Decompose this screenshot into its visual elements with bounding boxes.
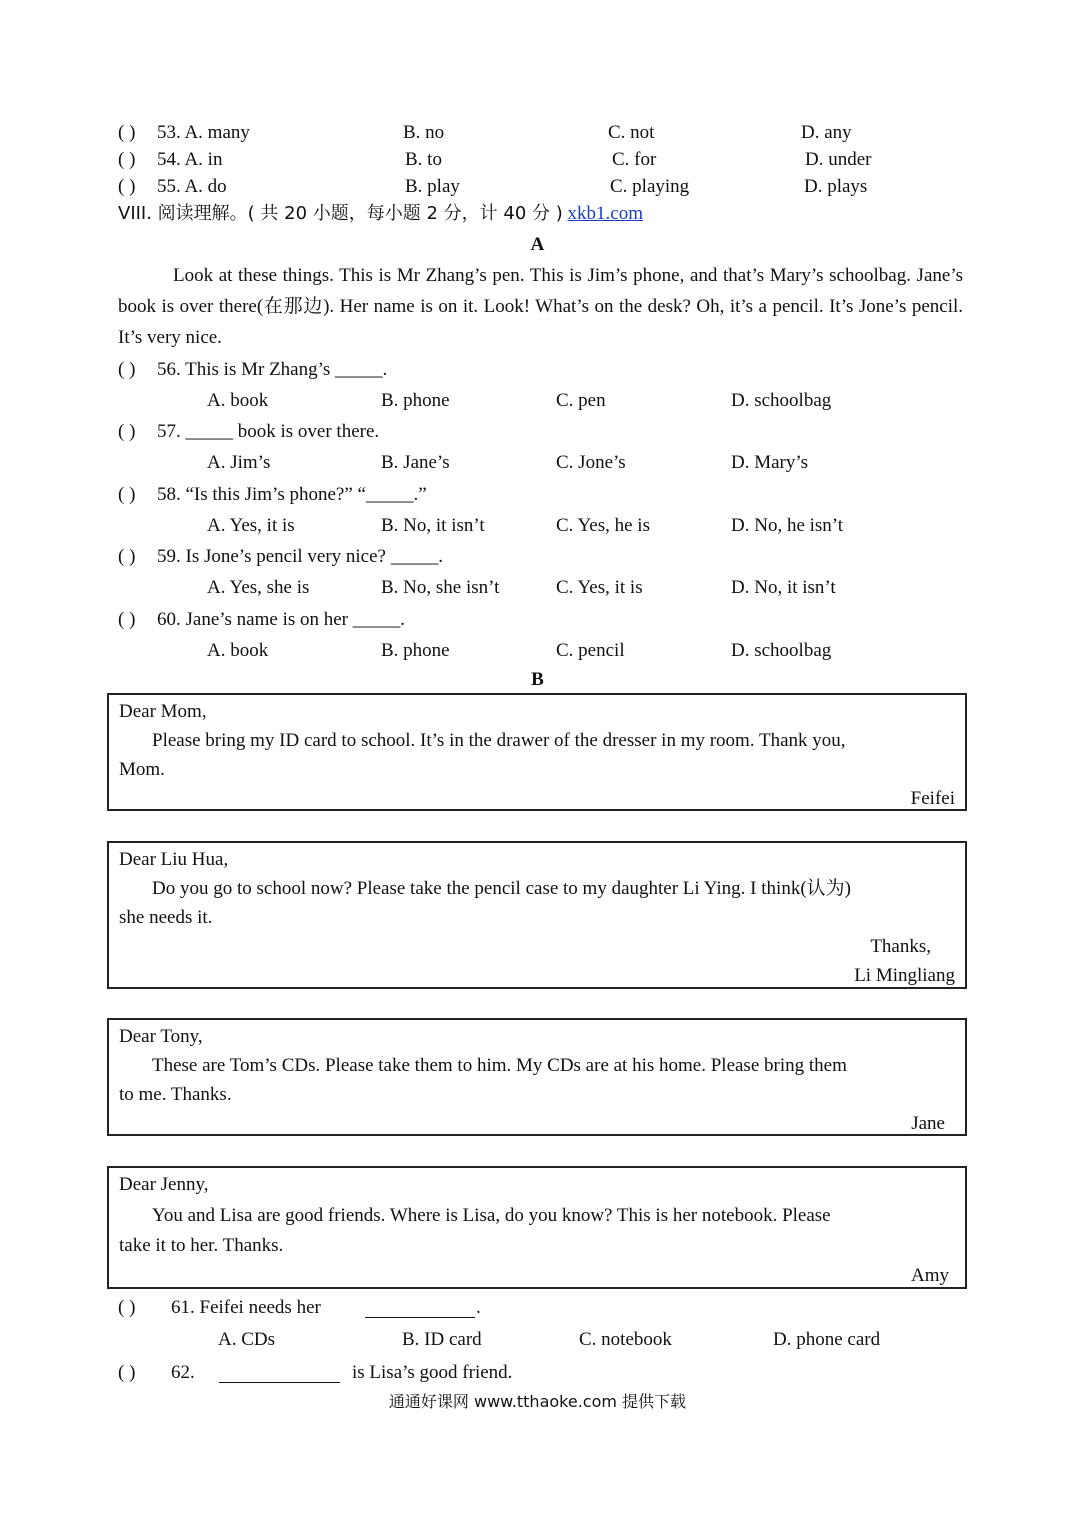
- question-stem: 57. _____ book is over there.: [157, 421, 380, 442]
- question-stem: 56. This is Mr Zhang’s _____.: [157, 359, 388, 380]
- page-footer: 通通好课网 www.tthaoke.com 提供下载: [388, 1392, 687, 1411]
- part-a-title: A: [530, 234, 545, 255]
- note-body-line: she needs it.: [119, 907, 213, 928]
- answer-paren: ( ): [118, 546, 136, 567]
- note-body-line: Mom.: [119, 759, 165, 780]
- answer-paren: ( ): [118, 609, 136, 630]
- note-greeting: Dear Liu Hua,: [119, 849, 229, 870]
- answer-paren: ( ): [118, 1297, 136, 1318]
- option-c: C. not: [608, 122, 655, 143]
- part-b-title: B: [531, 669, 544, 690]
- option-c: C. playing: [610, 176, 690, 197]
- note-signature: Li Mingliang: [854, 965, 955, 986]
- question-stem: is Lisa’s good friend.: [352, 1362, 513, 1383]
- answer-paren: ( ): [118, 122, 136, 143]
- note-body-line: You and Lisa are good friends. Where is Lisa, do you know? This is her notebook. Please: [152, 1205, 831, 1226]
- part-a-passage: Look at these things. This is Mr Zhang’s pen. This is Jim’s phone, and that’s Mary’s schoolbag. Jane’s book is over there(在那边). Her name is on it. Look! What’s on the desk? Oh, it’s a pencil. It’s Jone’s pencil. It’s very nice.: [118, 265, 963, 348]
- option-a: A. Yes, it is: [207, 515, 295, 536]
- note-signature: Feifei: [910, 788, 955, 809]
- option-d: D. plays: [804, 176, 868, 197]
- section-heading-link[interactable]: xkb1.com: [567, 203, 643, 224]
- option-b: B. phone: [381, 640, 450, 661]
- question-number: 62.: [171, 1362, 195, 1383]
- section-heading: [118, 203, 643, 225]
- option-a: A. Jim’s: [207, 452, 271, 473]
- note-box-tony: [107, 1018, 967, 1136]
- question-stem: 59. Is Jone’s pencil very nice? _____.: [157, 546, 443, 567]
- option-b: B. to: [405, 149, 442, 170]
- note-body-line: Do you go to school now? Please take the pencil case to my daughter Li Ying. I think(认为): [152, 878, 851, 899]
- option-b: B. ID card: [402, 1329, 482, 1350]
- option-a: A. Yes, she is: [207, 577, 310, 598]
- option-d: D. phone card: [773, 1329, 881, 1350]
- option-d: D. schoolbag: [731, 390, 832, 411]
- note-body-line: to me. Thanks.: [119, 1084, 232, 1105]
- section-heading-text: VIII. 阅读理解。( 共 20 小题，每小题 2 分，计 40 分 ): [118, 203, 563, 224]
- option-b: B. phone: [381, 390, 450, 411]
- answer-blank[interactable]: [365, 1299, 475, 1318]
- note-greeting: Dear Jenny,: [119, 1174, 209, 1195]
- option-c: C. pencil: [556, 640, 625, 661]
- answer-paren: ( ): [118, 1362, 136, 1383]
- question-period: .: [476, 1297, 481, 1318]
- option-c: C. notebook: [579, 1329, 672, 1350]
- option-c: C. Yes, it is: [556, 577, 643, 598]
- option-d: D. No, it isn’t: [731, 577, 836, 598]
- option-d: D. schoolbag: [731, 640, 832, 661]
- answer-paren: ( ): [118, 421, 136, 442]
- option-b: B. play: [405, 176, 460, 197]
- note-body-line: Please bring my ID card to school. It’s in the drawer of the dresser in my room. Thank you,: [152, 730, 846, 751]
- option-d: D. any: [801, 122, 852, 143]
- option-c: C. Jone’s: [556, 452, 626, 473]
- option-a: A. book: [207, 640, 269, 661]
- question-stem: 58. “Is this Jim’s phone?” “_____.”: [157, 484, 427, 505]
- note-signature: Amy: [911, 1265, 949, 1286]
- option-d: D. under: [805, 149, 872, 170]
- note-body-line: take it to her. Thanks.: [119, 1235, 284, 1256]
- option-d: D. No, he isn’t: [731, 515, 844, 536]
- note-closing: Thanks,: [870, 936, 931, 957]
- answer-paren: ( ): [118, 176, 136, 197]
- note-greeting: Dear Mom,: [119, 701, 207, 722]
- note-box-liu-hua: [107, 841, 967, 989]
- option-b: B. No, she isn’t: [381, 577, 500, 598]
- option-b: B. Jane’s: [381, 452, 450, 473]
- answer-paren: ( ): [118, 359, 136, 380]
- question-stem: 60. Jane’s name is on her _____.: [157, 609, 406, 630]
- question-stem: 54. A. in: [157, 149, 223, 170]
- note-signature: Jane: [911, 1113, 945, 1134]
- note-body-line: These are Tom’s CDs. Please take them to him. My CDs are at his home. Please bring them: [152, 1055, 847, 1076]
- answer-paren: ( ): [118, 149, 136, 170]
- option-c: C. Yes, he is: [556, 515, 650, 536]
- option-c: C. pen: [556, 390, 606, 411]
- option-d: D. Mary’s: [731, 452, 809, 473]
- option-b: B. No, it isn’t: [381, 515, 485, 536]
- note-box-jenny: [107, 1166, 967, 1289]
- note-greeting: Dear Tony,: [119, 1026, 203, 1047]
- answer-blank[interactable]: [219, 1364, 340, 1383]
- option-b: B. no: [403, 122, 445, 143]
- question-stem: 61. Feifei needs her: [171, 1297, 321, 1318]
- question-stem: 53. A. many: [157, 122, 250, 143]
- option-c: C. for: [612, 149, 657, 170]
- note-box-mom: [107, 693, 967, 811]
- answer-paren: ( ): [118, 484, 136, 505]
- option-a: A. book: [207, 390, 269, 411]
- question-stem: 55. A. do: [157, 176, 227, 197]
- option-a: A. CDs: [218, 1329, 276, 1350]
